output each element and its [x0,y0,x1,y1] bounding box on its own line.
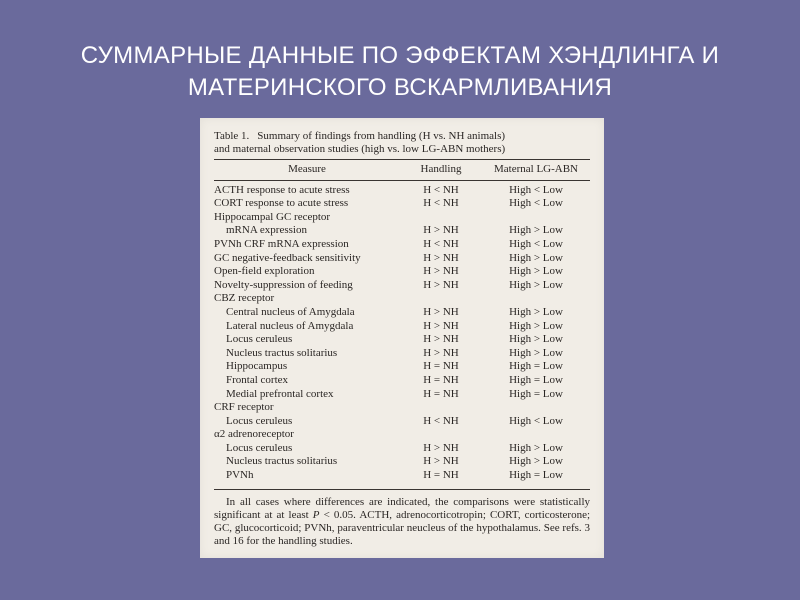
maternal-cell: High > Low [509,441,563,454]
header-measure: Measure [288,163,326,175]
measure-cell: ACTH response to acute stress [214,183,350,196]
table-caption [214,130,590,156]
measure-cell: PVNh [226,469,254,482]
group-heading-cell: Hippocampal GC receptor [214,210,331,223]
table-row-group-heading [214,401,590,415]
maternal-cell: High > Low [509,265,563,278]
handling-cell: H > NH [423,319,459,332]
maternal-cell: High = Low [509,469,563,482]
table-row [214,238,590,252]
maternal-cell: High > Low [509,319,563,332]
table-row [214,181,590,198]
table-footnote [214,496,590,549]
handling-cell: H < NH [423,197,459,210]
maternal-cell: High = Low [509,387,563,400]
measure-cell: Frontal cortex [226,373,289,386]
handling-cell: H > NH [423,305,459,318]
group-heading-cell: CRF receptor [214,401,274,414]
table-caption-line-1 [214,130,590,143]
table-row [214,279,590,293]
handling-cell: H > NH [423,265,459,278]
header-handling: Handling [420,163,462,175]
table-row [214,388,590,402]
handling-cell: H = NH [423,373,459,386]
maternal-cell: High > Low [509,333,563,346]
measure-cell: Novelty-suppression of feeding [214,278,353,291]
header-maternal: Maternal LG-ABN [493,163,578,175]
handling-cell: H = NH [423,469,459,482]
measure-cell: Medial prefrontal cortex [226,387,334,400]
table-row [214,360,590,374]
maternal-cell: High < Low [509,414,563,427]
table-row [214,333,590,347]
maternal-cell: High < Low [509,237,563,250]
table-row-group-heading [214,292,590,306]
maternal-cell: High > Low [509,251,563,264]
table-row [214,252,590,266]
measure-cell: Open-field exploration [214,265,315,278]
table-row [214,197,590,211]
maternal-cell: High < Low [509,183,563,196]
footnote-text-1: In all cases where differences are indicated, the comparisons were statistically significant at at least [214,495,590,521]
maternal-cell: High > Low [509,346,563,359]
measure-cell: GC negative-feedback sensitivity [214,251,361,264]
handling-cell: H < NH [423,414,459,427]
maternal-cell: High = Low [509,373,563,386]
handling-cell: H > NH [423,224,459,237]
slide-title-line-2: МАТЕРИНСКОГО ВСКАРМЛИВАНИЯ [187,74,613,101]
group-heading-cell: α2 adrenoreceptor [214,428,294,441]
slide-title-line-1: СУММАРНЫЕ ДАННЫЕ ПО ЭФФЕКТАМ ХЭНДЛИНГА И [80,42,720,69]
maternal-cell: High < Low [509,197,563,210]
handling-cell: H > NH [423,278,459,291]
handling-cell: H = NH [423,360,459,373]
maternal-cell: High > Low [509,305,563,318]
table-row [214,265,590,279]
table-bottom-rule [214,489,590,490]
table-row [214,374,590,388]
table-row [214,347,590,361]
maternal-cell: High = Low [509,360,563,373]
table-row [214,224,590,238]
handling-cell: H > NH [423,346,459,359]
table-row [214,442,590,456]
measure-cell: CORT response to acute stress [214,197,349,210]
table-caption-label: Table 1. [214,130,250,142]
measure-cell: Locus ceruleus [226,414,293,427]
measure-cell: Locus ceruleus [226,333,293,346]
handling-cell: H > NH [423,441,459,454]
measure-cell: Central nucleus of Amygdala [226,305,355,318]
group-heading-cell: CBZ receptor [214,292,275,305]
table-caption-text-1: Summary of findings from handling (H vs. NH animals) [257,130,506,142]
maternal-cell: High > Low [509,455,563,468]
measure-cell: mRNA expression [226,224,307,237]
table-row-group-heading [214,428,590,442]
measure-cell: Hippocampus [226,360,288,373]
measure-cell: Nucleus tractus solitarius [226,346,338,359]
handling-cell: H > NH [423,251,459,264]
measure-cell: Locus ceruleus [226,441,293,454]
footnote-p-symbol: P [312,508,320,521]
measure-cell: PVNh CRF mRNA expression [214,237,349,250]
scanned-table-image [200,118,604,558]
handling-cell: H < NH [423,183,459,196]
handling-cell: H > NH [423,455,459,468]
maternal-cell: High > Low [509,224,563,237]
table-row [214,306,590,320]
handling-cell: H > NH [423,333,459,346]
maternal-cell: High > Low [509,278,563,291]
footnote-text-2: < 0.05. ACTH, adrenocorticotropin; CORT, corticosterone; GC, glucocorticoid; PVNh, paraventricular neucleus of the hypothalamus. See refs. 3 and 16 for the handling studies. [214,508,591,548]
table-caption-line-2: and maternal observation studies (high vs. low LG-ABN mothers) [214,143,506,155]
slide-title [0,40,800,104]
handling-cell: H = NH [423,387,459,400]
handling-cell: H < NH [423,237,459,250]
table-row-group-heading [214,211,590,225]
findings-table [214,160,590,486]
measure-cell: Nucleus tractus solitarius [226,455,338,468]
table-row [214,455,590,469]
table-row [214,320,590,334]
table-header-row [214,160,590,180]
table-row [214,469,590,486]
measure-cell: Lateral nucleus of Amygdala [226,319,354,332]
table-row [214,415,590,429]
